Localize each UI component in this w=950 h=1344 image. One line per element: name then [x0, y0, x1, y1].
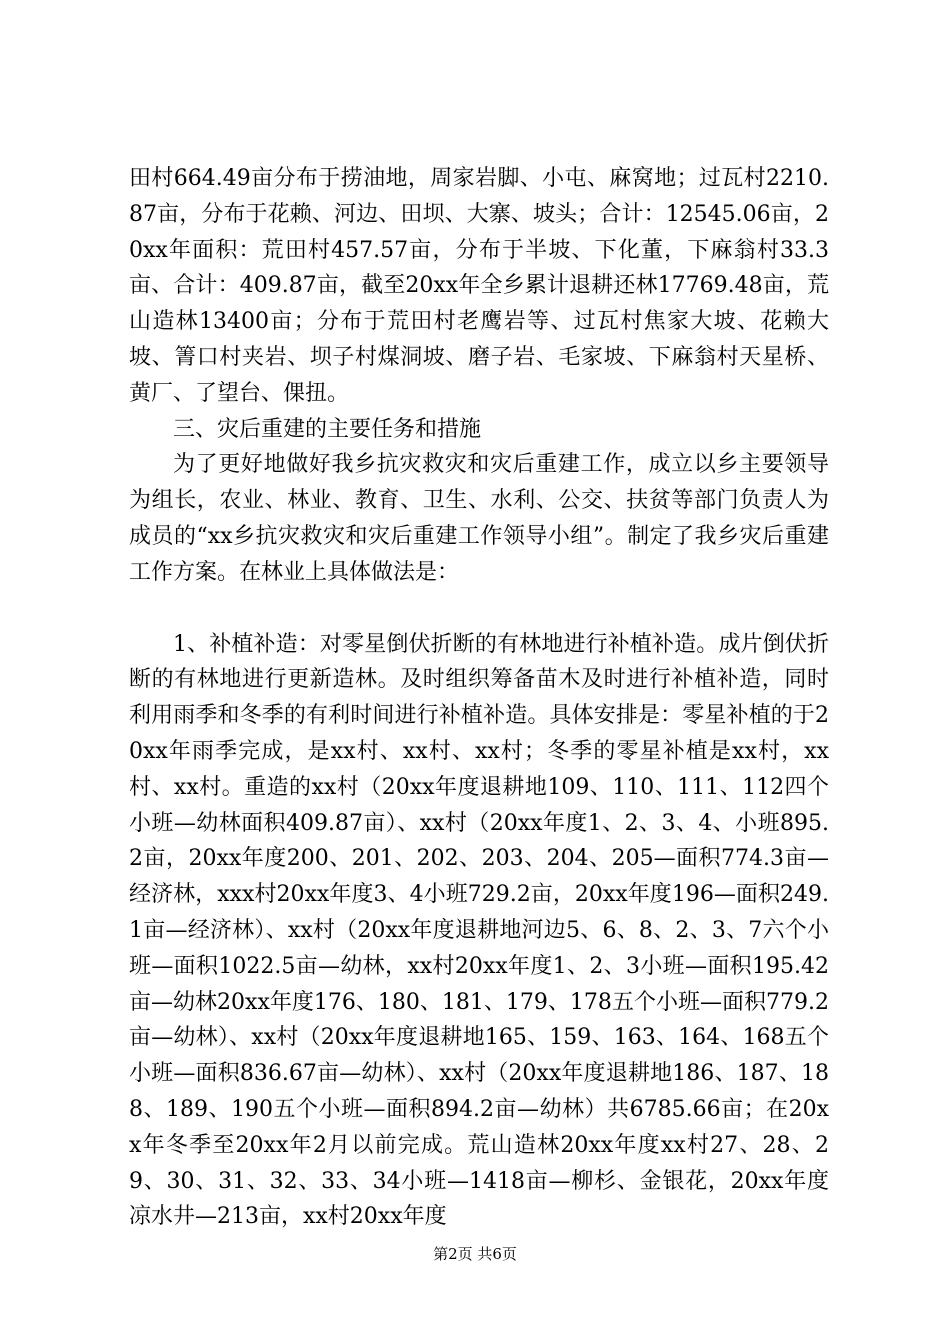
document-body — [129, 161, 829, 1235]
blank-line — [129, 591, 829, 627]
page-number-footer: 第2页 共6页 — [433, 1245, 517, 1263]
paragraph-continuation: 田村664.49亩分布于捞油地，周家岩脚、小屯、麻窝地；过瓦村2210.87亩，分布于花赖、河边、田坝、大寨、坡头；合计：12545.06亩，20xx年面积：荒田村457.57亩，分布于半坡、下化董，下麻翁村33.3亩、合计：409.87亩，截至20xx年全乡累计退耕还林17769.48亩，荒山造林13400亩；分布于荒田村老鹰岩等、过瓦村焦家大坡、花赖大坡、箐口村夹岩、坝子村煤洞坡、磨子岩、毛家坡、下麻翁村天星桥、黄厂、了望台、倮扭。 — [129, 166, 829, 406]
section-heading: 三、灾后重建的主要任务和措施 — [173, 416, 482, 442]
paragraph-intro: 为了更好地做好我乡抗灾救灾和灾后重建工作，成立以乡主要领导为组长，农业、林业、教育、卫生、水利、公交、扶贫等部门负责人为成员的“xx乡抗灾救灾和灾后重建工作领导小组”。制定了我乡灾后重建工作方案。在林业上具体做法是： — [129, 452, 829, 585]
paragraph-replanting: 1、补植补造：对零星倒伏折断的有林地进行补植补造。成片倒伏折断的有林地进行更新造林。及时组织筹备苗木及时进行补植补造，同时利用雨季和冬季的有利时间进行补植补造。具体安排是：零星补植的于20xx年雨季完成，是xx村、xx村、xx村；冬季的零星补植是xx村，xx村、xx村。重造的xx村（20xx年度退耕地109、110、111、112四个小班—幼林面积409.87亩）、xx村（20xx年度1、2、3、4、小班895.2亩，20xx年度200、201、202、203、204、205—面积774.3亩—经济林，xxx村20xx年度3、4小班729.2亩，20xx年度196—面积249.1亩—经济林）、xx村（20xx年度退耕地河边5、6、8、2、3、7六个小班—面积1022.5亩—幼林，xx村20xx年度1、2、3小班—面积195.42亩—幼林20xx年度176、180、181、179、178五个小班—面积779.2亩—幼林）、xx村（20xx年度退耕地165、159、163、164、168五个小班—面积836.67亩—幼林）、xx村（20xx年度退耕地186、187、188、189、190五个小班—面积894.2亩—幼林）共6785.66亩；在20xx年冬季至20xx年2月以前完成。荒山造林20xx年度xx村27、28、29、30、31、32、33、34小班—1418亩—柳杉、金银花，20xx年度凉水井—213亩，xx村20xx年度 — [129, 631, 829, 1230]
